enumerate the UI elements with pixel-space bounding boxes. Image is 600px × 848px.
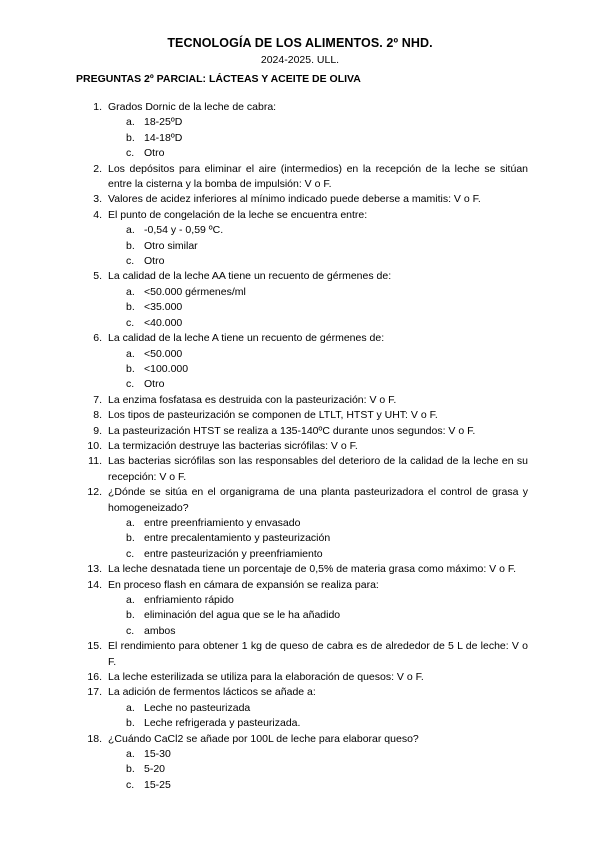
option-list xyxy=(108,285,528,331)
option-text: Otro xyxy=(144,378,165,391)
question-number: 12. xyxy=(87,486,102,499)
question-item xyxy=(87,485,528,562)
option-text: <35.000 xyxy=(144,301,183,314)
answer-option xyxy=(126,778,528,793)
question-text: La calidad de la leche AA tiene un recuento de gérmenes de: xyxy=(108,270,392,283)
question-item xyxy=(93,331,528,393)
question-number: 11. xyxy=(88,455,102,468)
question-text: La leche esterilizada se utiliza para la elaboración de quesos: V o F. xyxy=(108,671,424,684)
option-letter: c. xyxy=(126,778,135,791)
section-heading: PREGUNTAS 2º PARCIAL: LÁCTEAS Y ACEITE DE OLIVA xyxy=(76,73,361,85)
answer-option xyxy=(126,701,528,716)
option-text: <50.000 gérmenes/ml xyxy=(144,285,246,298)
question-number: 4. xyxy=(93,208,102,221)
question-number: 7. xyxy=(93,393,102,406)
question-item xyxy=(93,393,528,408)
question-item xyxy=(93,162,528,193)
answer-option xyxy=(126,377,528,392)
question-item xyxy=(87,562,528,577)
answer-option xyxy=(126,762,528,777)
question-number: 6. xyxy=(93,332,102,345)
answer-option xyxy=(126,146,528,161)
option-list xyxy=(108,747,528,793)
answer-option xyxy=(126,115,528,130)
question-text: El punto de congelación de la leche se encuentra entre: xyxy=(108,208,368,221)
question-text: La termización destruye las bacterias sicrófilas: V o F. xyxy=(108,439,358,452)
option-text: entre precalentamiento y pasteurización xyxy=(144,532,331,545)
answer-option xyxy=(126,747,528,762)
option-letter: c. xyxy=(126,147,135,160)
answer-option xyxy=(126,254,528,269)
option-text: ambos xyxy=(144,624,176,637)
option-letter: a. xyxy=(126,748,135,761)
option-list xyxy=(108,223,528,269)
answer-option xyxy=(126,516,528,531)
document-subtitle: 2024-2025. ULL. xyxy=(260,54,340,66)
option-text: <40.000 xyxy=(144,316,183,329)
question-number: 17. xyxy=(87,686,102,699)
question-item xyxy=(93,192,528,207)
question-list xyxy=(87,100,528,793)
option-letter: b. xyxy=(126,362,135,375)
answer-option xyxy=(126,300,528,315)
question-item xyxy=(93,100,528,162)
option-letter: b. xyxy=(126,131,135,144)
answer-option xyxy=(126,624,528,639)
answer-option xyxy=(126,531,528,546)
option-list xyxy=(108,115,528,161)
question-text: ¿Cuándo CaCl2 se añade por 100L de leche para elaborar queso? xyxy=(108,732,419,745)
option-text: entre pasteurización y preenfriamiento xyxy=(144,547,323,560)
question-number: 5. xyxy=(93,270,102,283)
question-item xyxy=(93,208,528,270)
option-list xyxy=(108,701,528,732)
question-item xyxy=(93,424,528,439)
option-letter: c. xyxy=(126,378,135,391)
question-number: 18. xyxy=(87,732,102,745)
question-item xyxy=(87,732,528,794)
question-number: 13. xyxy=(87,563,102,576)
document-title: TECNOLOGÍA DE LOS ALIMENTOS. 2º NHD. xyxy=(167,36,433,50)
question-text: En proceso flash en cámara de expansión se realiza para: xyxy=(108,578,379,591)
question-number: 8. xyxy=(93,409,102,422)
question-item xyxy=(93,269,528,331)
answer-option xyxy=(126,239,528,254)
answer-option xyxy=(126,347,528,362)
answer-option xyxy=(126,223,528,238)
question-number: 10. xyxy=(87,439,102,452)
question-item xyxy=(87,670,528,685)
option-letter: b. xyxy=(126,301,135,314)
option-letter: a. xyxy=(126,285,135,298)
question-item xyxy=(87,578,528,640)
answer-option xyxy=(126,608,528,623)
answer-option xyxy=(126,593,528,608)
question-number: 3. xyxy=(93,193,102,206)
question-item xyxy=(87,639,528,670)
option-letter: b. xyxy=(126,239,135,252)
option-text: entre preenfriamiento y envasado xyxy=(144,516,301,529)
option-text: 15-25 xyxy=(144,778,171,791)
answer-option xyxy=(126,716,528,731)
option-text: 5-20 xyxy=(144,763,166,776)
question-item xyxy=(87,685,528,731)
option-list xyxy=(108,593,528,639)
option-text: <50.000 xyxy=(144,347,183,360)
option-letter: c. xyxy=(126,255,135,268)
question-item xyxy=(93,408,528,423)
option-text: -0,54 y - 0,59 ºC. xyxy=(144,224,224,237)
question-text: Valores de acidez inferiores al mínimo indicado puede deberse a mamitis: V o F. xyxy=(108,193,481,206)
option-text: eliminación del agua que se le ha añadido xyxy=(144,609,341,622)
question-text: Los tipos de pasteurización se componen de LTLT, HTST y UHT: V o F. xyxy=(108,409,438,422)
option-letter: b. xyxy=(126,532,135,545)
option-letter: a. xyxy=(126,701,135,714)
answer-option xyxy=(126,285,528,300)
question-number: 15. xyxy=(87,640,102,653)
question-text: Las bacterias sicrófilas son las responsables del deterioro de la calidad de la leche en su recepción: V o F. xyxy=(108,455,528,483)
question-number: 9. xyxy=(93,424,102,437)
option-list xyxy=(108,516,528,562)
option-letter: a. xyxy=(126,116,135,129)
answer-option xyxy=(126,316,528,331)
question-text: La adición de fermentos lácticos se añade a: xyxy=(108,686,316,699)
question-item xyxy=(87,439,528,454)
option-letter: b. xyxy=(126,609,135,622)
answer-option xyxy=(126,547,528,562)
option-text: Otro xyxy=(144,147,165,160)
option-letter: c. xyxy=(126,547,135,560)
option-list xyxy=(108,347,528,393)
question-text: La enzima fosfatasa es destruida con la pasteurización: V o F. xyxy=(108,393,397,406)
option-letter: b. xyxy=(126,717,135,730)
option-letter: a. xyxy=(126,347,135,360)
option-text: 18-25ºD xyxy=(144,116,183,129)
option-letter: c. xyxy=(126,624,135,637)
question-text: La pasteurización HTST se realiza a 135-140ºC durante unos segundos: V o F. xyxy=(108,424,476,437)
question-number: 14. xyxy=(87,578,102,591)
option-letter: a. xyxy=(126,516,135,529)
option-letter: b. xyxy=(126,763,135,776)
option-text: <100.000 xyxy=(144,362,189,375)
question-text: El rendimiento para obtener 1 kg de queso de cabra es de alrededor de 5 L de leche: V o F. xyxy=(108,640,528,668)
question-text: La calidad de la leche A tiene un recuento de gérmenes de: xyxy=(108,332,385,345)
question-text: ¿Dónde se sitúa en el organigrama de una planta pasteurizadora el control de grasa y homogeneizado? xyxy=(108,486,528,514)
question-text: Grados Dornic de la leche de cabra: xyxy=(108,101,277,113)
option-letter: c. xyxy=(126,316,135,329)
option-text: Otro similar xyxy=(144,239,198,252)
question-text: Los depósitos para eliminar el aire (intermedios) en la recepción de la leche se sitúan entre la cisterna y la bomba de impulsión: V o F. xyxy=(108,162,528,191)
option-text: 15-30 xyxy=(144,748,171,761)
answer-option xyxy=(126,131,528,146)
option-text: Leche refrigerada y pasteurizada. xyxy=(144,717,301,730)
answer-option xyxy=(126,362,528,377)
question-text: La leche desnatada tiene un porcentaje de 0,5% de materia grasa como máximo: V o F. xyxy=(108,563,516,576)
option-letter: a. xyxy=(126,594,135,606)
option-text: 14-18ºD xyxy=(144,131,183,144)
option-text: enfriamiento rápido xyxy=(144,594,234,606)
option-letter: a. xyxy=(126,224,135,237)
option-text: Leche no pasteurizada xyxy=(144,701,251,714)
question-number: 1. xyxy=(93,101,102,113)
question-number: 16. xyxy=(87,671,102,684)
question-item xyxy=(88,454,528,485)
question-number: 2. xyxy=(93,162,102,175)
option-text: Otro xyxy=(144,255,165,268)
